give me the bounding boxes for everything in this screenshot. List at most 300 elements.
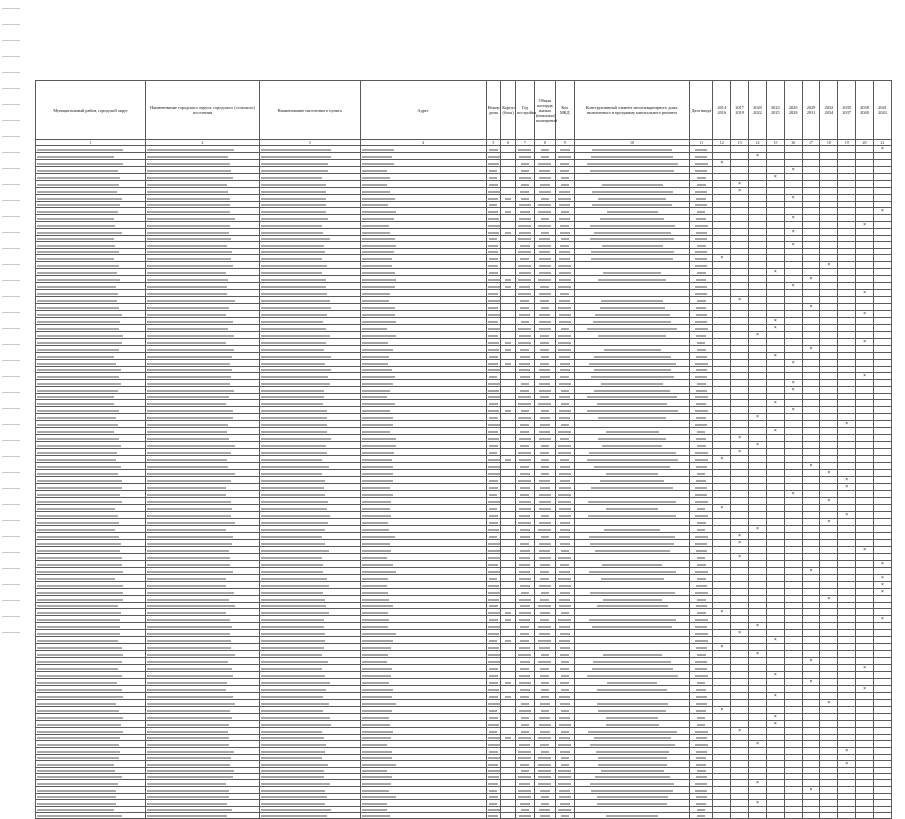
scan-text-blur [261, 751, 325, 753]
table-cell [534, 540, 555, 547]
table-cell [501, 181, 516, 188]
table-cell [856, 491, 874, 498]
table-cell [766, 644, 784, 651]
table-cell [766, 311, 784, 318]
table-cell [574, 800, 690, 807]
scan-text-blur [559, 279, 571, 281]
table-cell [515, 380, 534, 387]
table-cell [838, 582, 856, 589]
table-row [36, 651, 892, 658]
table-cell [555, 373, 574, 380]
table-cell [873, 269, 891, 276]
column-number-cell: 14 [749, 140, 767, 146]
table-cell [856, 596, 874, 603]
table-cell [766, 630, 784, 637]
scan-text-blur [606, 473, 658, 475]
scan-text-blur [593, 321, 671, 323]
table-cell [873, 325, 891, 332]
table-cell [36, 665, 146, 672]
table-row [36, 146, 892, 153]
table-cell [713, 707, 731, 714]
table-cell [259, 714, 360, 721]
scan-text-blur [261, 265, 327, 267]
table-cell [749, 160, 767, 167]
table-cell [486, 255, 501, 262]
table-cell [501, 449, 516, 456]
table-row [36, 318, 892, 325]
scan-text-blur [488, 279, 501, 281]
table-cell [838, 188, 856, 195]
schedule-mark: × [773, 672, 777, 678]
schedule-mark: × [863, 311, 866, 317]
scan-text-blur [539, 265, 551, 267]
table-cell [838, 428, 856, 435]
margin-tick [2, 520, 20, 521]
table-cell [749, 290, 767, 297]
scan-text-blur [37, 149, 123, 151]
scan-text-blur [362, 258, 392, 260]
table-cell [574, 195, 690, 202]
scan-text-blur [37, 724, 121, 726]
table-cell [766, 255, 784, 262]
scan-text-blur [147, 661, 228, 663]
scan-text-blur [37, 258, 114, 260]
table-cell [766, 582, 784, 589]
table-cell [820, 353, 838, 360]
table-cell [713, 311, 731, 318]
table-cell [802, 728, 820, 735]
scan-text-blur [606, 508, 658, 510]
table-cell [555, 242, 574, 249]
table-cell [360, 787, 486, 794]
scan-text-blur [559, 737, 570, 739]
table-cell [873, 498, 891, 505]
header-cell: Корпус (блок) [501, 81, 516, 140]
table-cell [574, 380, 690, 387]
scan-text-blur [261, 640, 325, 642]
scan-text-blur [558, 335, 571, 337]
scan-text-blur [261, 170, 328, 172]
scan-text-blur [520, 605, 530, 607]
table-cell [856, 540, 874, 547]
scan-text-blur [559, 473, 571, 475]
scan-text-blur [488, 438, 499, 440]
scan-text-blur [147, 585, 226, 587]
table-cell [501, 360, 516, 367]
table-cell [802, 477, 820, 484]
table-cell [515, 582, 534, 589]
table-cell [534, 616, 555, 623]
scan-text-blur [696, 218, 706, 220]
scan-text-blur [695, 640, 708, 642]
scan-text-blur [540, 286, 549, 288]
scan-text-blur [147, 410, 233, 412]
scan-text-blur [488, 776, 499, 778]
table-cell [501, 568, 516, 575]
table-cell [873, 242, 891, 249]
scan-text-blur [697, 342, 705, 344]
table-cell [802, 748, 820, 755]
table-cell [259, 561, 360, 568]
table-cell [36, 421, 146, 428]
table-cell [501, 435, 516, 442]
table-cell [856, 547, 874, 554]
scan-text-blur [560, 751, 570, 753]
table-cell [766, 353, 784, 360]
table-cell [731, 435, 749, 442]
table-cell [574, 700, 690, 707]
scan-text-blur [559, 356, 570, 358]
scan-text-blur [261, 536, 322, 538]
table-cell [784, 373, 802, 380]
scan-text-blur [696, 737, 707, 739]
scan-text-blur [362, 204, 388, 206]
scan-text-blur [587, 459, 678, 461]
scan-text-blur [37, 363, 116, 365]
table-cell [766, 421, 784, 428]
table-cell [486, 188, 501, 195]
scan-text-blur [362, 369, 392, 371]
table-cell [873, 800, 891, 807]
table-row [36, 304, 892, 311]
table-cell [259, 414, 360, 421]
table-cell [515, 463, 534, 470]
table-cell [802, 679, 820, 686]
scan-text-blur [518, 238, 531, 240]
table-cell [873, 596, 891, 603]
table-cell [146, 407, 259, 414]
scan-text-blur [147, 682, 227, 684]
table-cell [534, 533, 555, 540]
scan-text-blur [489, 508, 497, 510]
scan-text-blur [37, 710, 119, 712]
scan-text-blur [541, 689, 549, 691]
table-cell [259, 387, 360, 394]
table-cell [838, 449, 856, 456]
scan-text-blur [147, 356, 232, 358]
scan-text-blur [521, 770, 529, 772]
scan-text-blur [696, 314, 707, 316]
scan-text-blur [362, 543, 390, 545]
table-cell [501, 616, 516, 623]
schedule-mark: × [773, 721, 777, 727]
table-cell [534, 686, 555, 693]
table-cell [515, 658, 534, 665]
table-cell [501, 373, 516, 380]
table-cell [555, 229, 574, 236]
scan-text-blur [147, 605, 235, 607]
table-cell [856, 463, 874, 470]
scan-text-blur [37, 494, 120, 496]
table-cell [802, 208, 820, 215]
table-cell [360, 167, 486, 174]
scan-text-blur [541, 307, 549, 309]
scan-text-blur [519, 744, 530, 746]
table-cell [766, 512, 784, 519]
table-cell [486, 470, 501, 477]
table-cell [555, 741, 574, 748]
table-cell [856, 623, 874, 630]
scan-text-blur [560, 633, 570, 635]
table-cell [802, 609, 820, 616]
table-cell [515, 283, 534, 290]
table-cell [731, 304, 749, 311]
margin-tick [2, 88, 20, 89]
table-cell [146, 387, 259, 394]
schedule-mark: × [809, 568, 813, 574]
table-cell [515, 477, 534, 484]
schedule-mark: × [738, 181, 742, 187]
table-cell [501, 700, 516, 707]
table-cell [515, 325, 534, 332]
margin-tick [2, 344, 20, 345]
table-cell [802, 547, 820, 554]
table-cell [802, 146, 820, 153]
table-cell [146, 491, 259, 498]
table-cell [36, 575, 146, 582]
table-cell [873, 215, 891, 222]
table-cell [259, 242, 360, 249]
scan-text-blur [601, 300, 663, 302]
scan-text-blur [37, 522, 119, 524]
table-cell [713, 262, 731, 269]
schedule-mark: × [756, 800, 759, 806]
table-cell [555, 721, 574, 728]
scan-text-blur [147, 258, 231, 260]
table-cell [873, 222, 891, 229]
table-cell [486, 800, 501, 807]
scan-text-blur [362, 363, 388, 365]
table-cell [784, 339, 802, 346]
scan-text-blur [540, 349, 549, 351]
scan-text-blur [261, 633, 325, 635]
table-cell [856, 644, 874, 651]
scan-text-blur [540, 487, 550, 489]
scan-text-blur [539, 170, 550, 172]
table-row [36, 761, 892, 768]
table-row [36, 714, 892, 721]
table-cell [486, 325, 501, 332]
table-cell [36, 813, 146, 819]
table-cell [766, 456, 784, 463]
table-cell [856, 346, 874, 353]
scan-text-blur [697, 599, 706, 601]
scan-text-blur [695, 265, 707, 267]
table-cell [36, 188, 146, 195]
schedule-mark: × [773, 318, 777, 324]
scan-text-blur [695, 238, 707, 240]
schedule-mark: × [738, 297, 742, 303]
scan-text-blur [489, 184, 498, 186]
table-cell [534, 269, 555, 276]
table-cell [146, 222, 259, 229]
scan-text-blur [561, 184, 569, 186]
scan-text-blur [695, 204, 707, 206]
table-cell [36, 707, 146, 714]
table-cell [501, 242, 516, 249]
table-cell [690, 582, 713, 589]
table-cell [534, 146, 555, 153]
scan-text-blur [147, 376, 231, 378]
scan-text-blur [489, 170, 497, 172]
table-cell [749, 407, 767, 414]
scan-text-blur [261, 522, 328, 524]
scan-text-blur [489, 494, 497, 496]
table-cell [36, 477, 146, 484]
scan-text-blur [147, 815, 227, 817]
table-cell [534, 332, 555, 339]
table-cell [360, 693, 486, 700]
scan-text-blur [37, 626, 120, 628]
scan-text-blur [37, 515, 118, 517]
table-cell [146, 589, 259, 596]
scan-text-blur [520, 633, 529, 635]
table-cell [820, 325, 838, 332]
table-cell [802, 505, 820, 512]
scan-text-blur [520, 390, 529, 392]
table-cell [766, 637, 784, 644]
scan-text-blur [519, 156, 531, 158]
scan-text-blur [147, 803, 227, 805]
scan-text-blur [539, 321, 551, 323]
scan-text-blur [362, 184, 387, 186]
scan-text-blur [539, 633, 550, 635]
scan-text-blur [695, 592, 708, 594]
table-cell [259, 229, 360, 236]
scan-text-blur [489, 417, 498, 419]
scan-text-blur [489, 619, 498, 621]
table-cell [749, 318, 767, 325]
table-cell [36, 208, 146, 215]
table-cell [802, 222, 820, 229]
scan-text-blur [518, 225, 531, 227]
scan-text-blur [539, 809, 550, 811]
table-cell [731, 339, 749, 346]
table-cell [820, 269, 838, 276]
table-cell [146, 421, 259, 428]
table-cell [555, 609, 574, 616]
scan-text-blur [589, 536, 675, 538]
scan-text-blur [602, 184, 663, 186]
scan-text-blur [606, 717, 658, 719]
table-row [36, 297, 892, 304]
schedule-mark: × [773, 400, 777, 406]
margin-tick [2, 8, 20, 9]
table-cell [690, 505, 713, 512]
table-cell [690, 195, 713, 202]
table-cell [731, 449, 749, 456]
table-cell [360, 400, 486, 407]
table-cell [555, 651, 574, 658]
table-cell [360, 748, 486, 755]
table-cell [856, 616, 874, 623]
scan-text-blur [697, 809, 705, 811]
table-cell [802, 318, 820, 325]
scan-text-blur [147, 473, 235, 475]
table-cell [749, 208, 767, 215]
table-cell [36, 283, 146, 290]
table-row [36, 780, 892, 787]
table-cell [713, 575, 731, 582]
table-cell [749, 728, 767, 735]
scan-text-blur [518, 279, 531, 281]
scan-text-blur [147, 592, 234, 594]
table-cell [360, 651, 486, 658]
table-cell [749, 800, 767, 807]
scan-text-blur [538, 757, 551, 759]
table-cell [731, 568, 749, 575]
table-cell [486, 714, 501, 721]
scan-text-blur [540, 815, 550, 817]
scan-text-blur [606, 815, 658, 817]
table-cell [515, 153, 534, 160]
column-number-cell: 15 [766, 140, 784, 146]
scan-text-blur [540, 668, 549, 670]
table-cell [749, 146, 767, 153]
scan-text-blur [147, 770, 234, 772]
table-cell [820, 318, 838, 325]
schedule-mark: × [809, 463, 813, 469]
scan-text-blur [362, 809, 387, 811]
table-cell [873, 435, 891, 442]
table-cell [146, 208, 259, 215]
table-cell [784, 679, 802, 686]
table-cell [360, 623, 486, 630]
table-cell [856, 800, 874, 807]
table-cell [555, 222, 574, 229]
scan-text-blur [37, 508, 115, 510]
table-cell [534, 693, 555, 700]
column-number-cell: 10 [574, 140, 690, 146]
scan-text-blur [489, 522, 498, 524]
scan-text-blur [37, 417, 116, 419]
table-row [36, 407, 892, 414]
table-cell [713, 387, 731, 394]
scan-text-blur [519, 612, 531, 614]
table-cell [574, 672, 690, 679]
scan-text-blur [521, 731, 529, 733]
table-cell [802, 332, 820, 339]
scan-text-blur [520, 494, 529, 496]
scan-text-blur [505, 612, 511, 614]
table-cell [802, 373, 820, 380]
table-cell [574, 589, 690, 596]
schedule-mark: × [738, 449, 742, 455]
scan-text-blur [37, 349, 119, 351]
scan-text-blur [597, 803, 667, 805]
scan-text-blur [488, 314, 500, 316]
scan-text-blur [147, 163, 230, 165]
scan-text-blur [147, 515, 231, 517]
schedule-mark: × [809, 787, 813, 793]
table-cell [534, 512, 555, 519]
table-cell [259, 442, 360, 449]
table-row [36, 693, 892, 700]
table-cell [690, 498, 713, 505]
table-cell [856, 728, 874, 735]
scan-text-blur [560, 225, 569, 227]
table-cell [690, 596, 713, 603]
scan-text-blur [541, 710, 549, 712]
scan-text-blur [559, 417, 570, 419]
table-cell [784, 222, 802, 229]
table-cell [501, 787, 516, 794]
schedule-mark: × [881, 146, 884, 152]
scan-text-blur [505, 737, 511, 739]
table-cell [766, 325, 784, 332]
table-cell [731, 167, 749, 174]
schedule-mark: × [720, 609, 724, 615]
